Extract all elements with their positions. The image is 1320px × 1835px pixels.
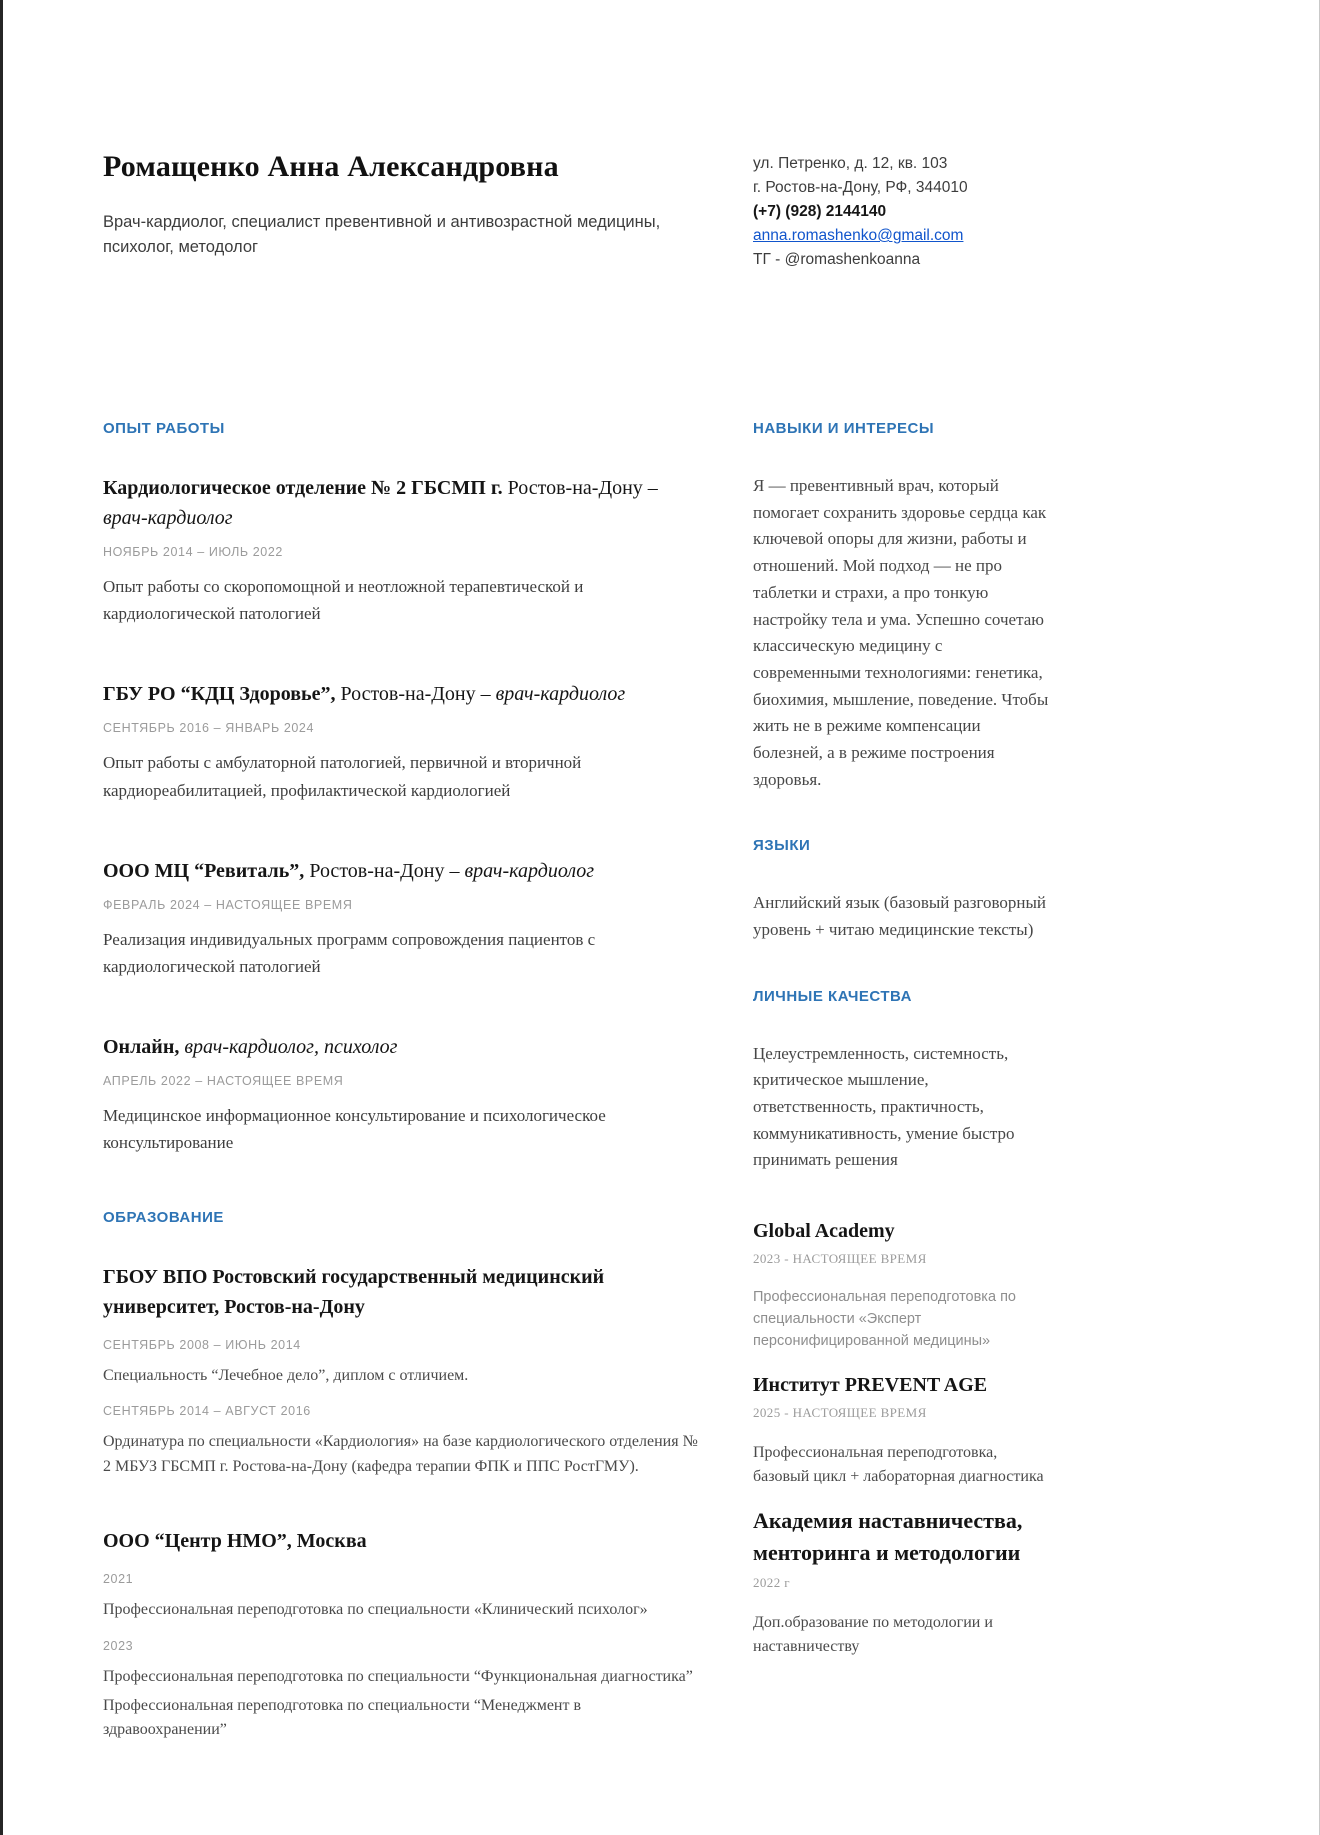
job-entry — [103, 679, 698, 803]
section-heading-languages: ЯЗЫКИ — [753, 837, 811, 855]
job-role: врач-кардиолог — [464, 859, 595, 882]
education-description: Профессиональная переподготовка по специальности “Менеджмент в здравоохранении” — [103, 1696, 582, 1739]
section-heading-qualities: ЛИЧНЫЕ КАЧЕСТВА — [753, 987, 912, 1005]
job-location: Ростов-на-Дону – — [309, 859, 460, 882]
job-description: Медицинское информационное консультирование и психологическое консультирование — [103, 1106, 606, 1153]
extra-education-description: Профессиональная переподготовка по специальности «Эксперт персонифицированной медицины» — [753, 1289, 1016, 1349]
qualities-text: Целеустремленность, системность, критическое мышление, ответственность, практичность, коммуникативность, умение быстро принимать решения — [753, 1043, 1015, 1170]
skills-text: Я — превентивный врач, который помогает сохранить здоровье сердца как ключевой опоры для жизни, работы и отношений. Мой подход — не про таблетки и страхи, а про тонкую настройку тела и ума. Успешно сочетаю классическую медицину с современными технологиями: генетика, биохимия, мышление, поведение. Чтобы жить не в режиме компенсации болезней, а в режиме построения здоровья. — [753, 476, 1049, 789]
education-description: Профессиональная переподготовка по специальности “Функциональная диагностика” — [103, 1667, 693, 1685]
skills-section — [753, 420, 1053, 793]
job-description: Опыт работы с амбулаторной патологией, первичной и вторичной кардиореабилитацией, профилактической кардиологией — [103, 753, 582, 800]
section-heading-experience: ОПЫТ РАБОТЫ — [103, 420, 225, 438]
languages-text: Английский язык (базовый разговорный уровень + читаю медицинские тексты) — [753, 893, 1046, 940]
job-dates: ФЕВРАЛЬ 2024 – НАСТОЯЩЕЕ ВРЕМЯ — [103, 897, 353, 912]
languages-section — [753, 837, 1053, 943]
header-left — [103, 150, 698, 260]
education-section — [103, 1209, 698, 1744]
job-dates: НОЯБРЬ 2014 – ИЮЛЬ 2022 — [103, 545, 283, 560]
job-description: Опыт работы со скоропомощной и неотложной терапевтической и кардиологической патологией — [103, 577, 584, 624]
education-dates: СЕНТЯБРЬ 2008 – ИЮНЬ 2014 — [103, 1337, 301, 1352]
contact-phone: (+7) (928) 2144140 — [753, 203, 887, 221]
extra-education-title: Академия наставничества, менторинга и методологии — [753, 1508, 1023, 1566]
job-entry — [103, 1032, 698, 1156]
education-entry — [103, 1526, 698, 1743]
body-columns — [103, 420, 1319, 1789]
header — [103, 0, 1319, 272]
job-org: ГБУ РО “КДЦ Здоровье”, — [103, 683, 336, 706]
education-title: ГБОУ ВПО Ростовский государственный медицинский университет, Ростов-на-Дону — [103, 1265, 605, 1318]
education-dates: СЕНТЯБРЬ 2014 – АВГУСТ 2016 — [103, 1404, 311, 1419]
person-subtitle: Врач-кардиолог, специалист превентивной и антивозрастной медицины, психолог, методолог — [103, 213, 661, 256]
education-entry — [103, 1262, 698, 1480]
job-entry — [103, 473, 698, 627]
extra-education-description: Доп.образование по методологии и наставничеству — [753, 1614, 993, 1656]
contact-block — [753, 150, 1053, 272]
page-content — [3, 0, 1319, 1789]
job-role: врач-кардиолог, психолог — [184, 1036, 398, 1059]
job-role: врач-кардиолог — [103, 507, 233, 530]
contact-address-line2: г. Ростов-на-Дону, РФ, 344010 — [753, 179, 968, 197]
job-title — [103, 856, 698, 886]
contact-email-row — [753, 224, 1053, 248]
education-dates: 2021 — [103, 1571, 134, 1586]
job-location: Ростов-на-Дону – — [340, 683, 491, 706]
left-column — [103, 420, 698, 1789]
job-dates: СЕНТЯБРЬ 2016 – ЯНВАРЬ 2024 — [103, 721, 315, 736]
section-heading-skills: НАВЫКИ И ИНТЕРЕСЫ — [753, 420, 935, 438]
email-link[interactable]: anna.romashenko@gmail.com — [753, 227, 964, 245]
job-entry — [103, 856, 698, 980]
education-description: Специальность “Лечебное дело”, диплом с отличием. — [103, 1366, 469, 1384]
job-description: Реализация индивидуальных программ сопровождения пациентов с кардиологической патологией — [103, 929, 596, 977]
extra-education-entry — [753, 1218, 1053, 1352]
education-description: Ординатура по специальности «Кардиология» на базе кардиологического отделения № 2 МБУЗ ГБСМП г. Ростова-на-Дону (кафедра терапии ФПК и ППС РостГМУ). — [103, 1433, 698, 1476]
extra-education-description: Профессиональная переподготовка, базовый цикл + лабораторная диагностика — [753, 1444, 1044, 1486]
contact-address-line1: ул. Петренко, д. 12, кв. 103 — [753, 155, 948, 172]
job-org: ООО МЦ “Ревиталь”, — [103, 859, 305, 882]
job-title — [103, 1032, 698, 1062]
job-title — [103, 473, 698, 533]
extra-education-dates: 2023 - НАСТОЯЩЕЕ ВРЕМЯ — [753, 1251, 927, 1267]
extra-education-section — [753, 1218, 1053, 1659]
education-dates: 2023 — [103, 1638, 134, 1653]
education-title: ООО “Центр НМО”, Москва — [103, 1529, 367, 1552]
extra-education-title: Global Academy — [753, 1220, 895, 1243]
right-column — [753, 420, 1053, 1789]
contact-telegram: ТГ - @romashenkoanna — [753, 251, 921, 269]
job-title — [103, 679, 698, 709]
job-org: Онлайн, — [103, 1036, 180, 1059]
job-org: Кардиологическое отделение № 2 ГБСМП г. — [103, 477, 503, 500]
extra-education-entry — [753, 1372, 1053, 1489]
education-description: Профессиональная переподготовка по специальности «Клинический психолог» — [103, 1600, 648, 1618]
qualities-section — [753, 988, 1053, 1174]
job-role: врач-кардиолог — [495, 683, 626, 706]
section-heading-education: ОБРАЗОВАНИЕ — [103, 1208, 224, 1226]
person-name: Ромащенко Анна Александровна — [103, 150, 559, 183]
extra-education-dates: 2025 - НАСТОЯЩЕЕ ВРЕМЯ — [753, 1405, 927, 1421]
job-location: Ростов-на-Дону – — [507, 477, 658, 500]
extra-education-title: Институт PREVENT AGE — [753, 1374, 988, 1397]
extra-education-entry — [753, 1505, 1053, 1659]
extra-education-dates: 2022 г — [753, 1575, 790, 1591]
job-dates: АПРЕЛЬ 2022 – НАСТОЯЩЕЕ ВРЕМЯ — [103, 1074, 344, 1089]
